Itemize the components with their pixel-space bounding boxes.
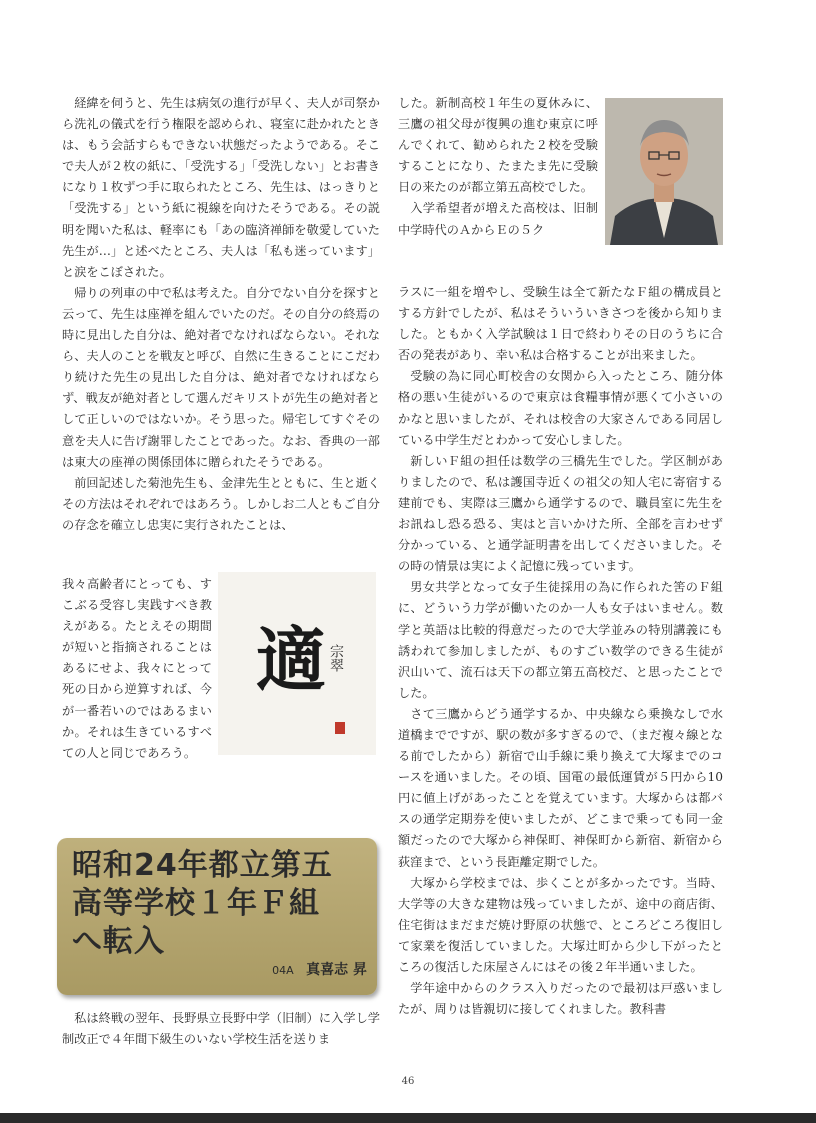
left-paragraph-2: 帰りの列車の中で私は考えた。自分でない自分を探すと云って、先生は座禅を組んでいたのだ。その自分の終焉の時に見出した自分は、絶対者でなければならない。それなら、夫人のことを戦友と呼び、自然に生きることにこだわり続けた先生の見出した自分は、絶対者でなければならず、戦友が絶対者として選んだキリストが先生の絶対者として正しいのではないか。そう思った。帰宅してすぐその意を夫人に告げ謝罪したことであった。なお、香典の一部は東大の座禅の関係団体に贈られたそうである。 (62, 285, 380, 469)
article-title (72, 847, 372, 961)
author-code: 04A (272, 964, 294, 977)
seal-stamp-icon (335, 722, 345, 734)
left-paragraph-1: 経緯を伺うと、先生は病気の進行が早く、夫人が司祭から洗礼の儀式を行う権限を認められ、寝室に赴かれたときは、もう会話すらもできない状態だったようである。そこで夫人が２枚の紙に、「受洗する」「受洗しない」とお書きになり１枚ずつ手に取られたところ、先生は、はっきりと「受洗する」という紙に視線を向けたそうである。その説明を聞いた私は、軽率にも「あの臨済禅師を敬愛していた先生が…」と述べたところ、夫人は「私も迷っています」と涙をこぼされた。 (62, 96, 380, 279)
bottom-left-paragraph: 私は終戦の翌年、長野県立長野中学（旧制）に入学し学制改正で４年間下級生のいない学校生活を送りま (62, 1011, 380, 1047)
right-paragraph-2-start: 入学希望者が増えた高校は、旧制中学時代のＡからＥの５ク (398, 201, 598, 237)
author-photo (605, 98, 723, 245)
right-wrap-column (398, 93, 598, 241)
right-paragraph-7: 大塚から学校までは、歩くことが多かったです。当時、大学等の大きな建物は残っていましたが、途中の商店街、住宅街はまだまだ焼け野原の状態で、ところどころ復旧して家業を復活していました。大塚辻町から少し下がったところの復活した床屋さんにはその後２年半通いました。 (398, 875, 723, 974)
right-column (398, 282, 723, 1020)
portrait-svg (605, 98, 723, 245)
calligraphy-image (218, 572, 376, 755)
title-line-1: 昭和24年都立第五 (72, 848, 333, 883)
right-paragraph-8: 学年途中からのクラス入りだったので最初は戸惑いましたが、周りは皆親切に接してくれました。教科書 (398, 981, 723, 1017)
right-paragraph-5: 男女共学となって女子生徒採用の為に作られた筈のＦ組に、どういう力学が働いたのか一人も女子はいません。数学と英語は比較的得意だったので大学並みの特別講義にも誘われて参加しましたが、ものすごい数学のできる生徒が沢山いて、流石は天下の都立第五高校だ、と思ったことでした。 (398, 580, 723, 700)
left-column (62, 93, 380, 536)
wrap-text-block (62, 574, 212, 764)
right-paragraph-1: した。新制高校１年生の夏休みに、三鷹の祖父母が復興の進む東京に呼んでくれて、勧められた２校を受験することになり、たまたま先に受験日の来たのが都立第五高校でした。 (398, 96, 598, 195)
left-paragraph-3: 前回記述した菊池先生も、金津先生とともに、生と逝くその方法はそれぞれではあろう。しかしお二人ともご自分の存念を確立し忠実に実行されたことは、 (62, 475, 380, 532)
calligraphy-svg (218, 572, 376, 755)
page-number: 46 (401, 1076, 415, 1087)
title-line-3: へ転入 (72, 924, 165, 959)
right-paragraph-6: さて三鷹からどう通学するか、中央線なら乗換なしで水道橋までですが、駅の数が多すぎるので、（まだ複々線となる前でしたから）新宿で山手線に乗り換えて大塚までのコースを通いました。その頃、国電の最低運賃が５円から10円に値上げがあったことを覚えています。大塚からは都バスの通学定期券を使いましたが、どこまで乗っても同一金額だったので大塚から神保町、神保町から新宿、新宿から荻窪まで、という長距離定期でした。 (398, 706, 723, 869)
bottom-left-text (62, 1008, 380, 1050)
title-line-2: 高等学校１年Ｆ組 (72, 886, 320, 921)
right-paragraph-4: 新しいＦ組の担任は数学の三橋先生でした。学区制がありましたので、私は護国寺近くの祖父の知人宅に寄宿する建前でも、実際は三鷹から通学するので、職員室に先生をお訊ねし恐る恐る、実はと言いかけた所、全部を言わせず分かっている、と通学証明書を出してくださいました。その時の情景は実によく記憶に残っています。 (398, 453, 723, 574)
byline (272, 959, 367, 979)
calligraphy-signature: 宗翠 (328, 644, 344, 672)
author-name: 真喜志 昇 (306, 962, 367, 978)
wrap-paragraph: 我々高齢者にとっても、すこぶる受容し実践すべき教えがある。たとえその期間が短いと指摘されることはあるにせよ、我々にとって死の日から逆算すれば、今が一番若いのではあるまいか。それは生きているすべての人と同じであろう。 (62, 577, 212, 760)
right-paragraph-2-cont: ラスに一組を増やし、受験生は全て新たなＦ組の構成員とする方針でしたが、私はそういういきさつを後から知りました。ともかく入学試験は１日で終わりその日のうちに合否の発表があり、幸い私は合格することが出来ました。 (398, 285, 723, 363)
calligraphy-character: 適 (256, 618, 326, 701)
right-paragraph-3: 受験の為に同心町校舎の女関から入ったところ、随分体格の悪い生徒がいるので東京は食糧事情が悪くて小さいのかなと思いましたが、それは校舎の大家さんである同居している中学生だとわかって安心しました。 (398, 369, 723, 447)
article-title-box (57, 838, 377, 995)
bottom-edge-bar (0, 1113, 816, 1123)
